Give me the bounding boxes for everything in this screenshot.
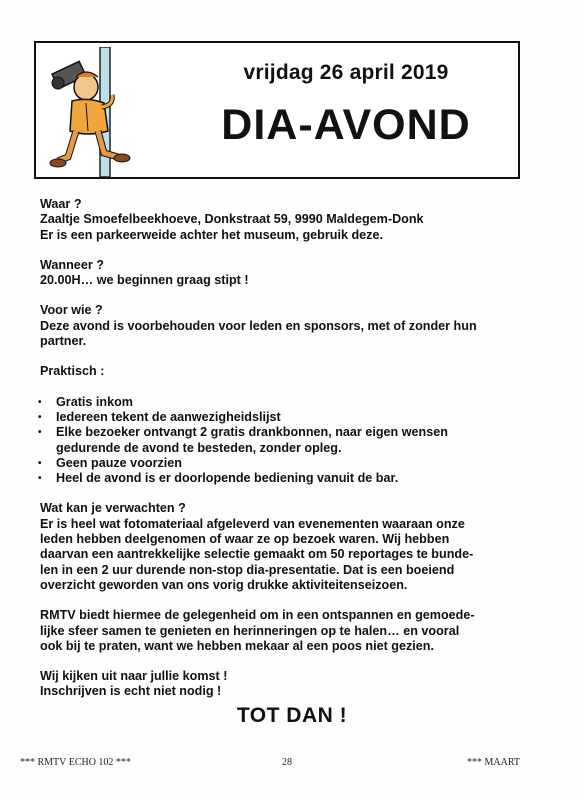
section-rmtv: [40, 608, 540, 654]
cameraman-illustration: [42, 47, 170, 177]
body-line: leden hebben deelgenomen of waar ze op bezoek waren. Wij hebben: [40, 532, 450, 547]
list-item: • Elke bezoeker ontvangt 2 gratis drankbonnen, naar eigen wensen: [40, 425, 540, 440]
body-line: Inschrijven is echt niet nodig !: [40, 684, 222, 699]
body-line: Zaaltje Smoefelbeekhoeve, Donkstraat 59, 9990 Maldegem-Donk: [40, 212, 424, 227]
section-praktisch: [40, 364, 540, 379]
article-body: [40, 197, 540, 715]
header-box: [34, 41, 520, 179]
body-line: Deze avond is voorbehouden voor leden en sponsors, met of zonder hun: [40, 318, 477, 333]
event-title: DIA-AVOND: [221, 101, 471, 149]
list-item-continuation: gedurende de avond te besteden, zonder opleg.: [56, 440, 342, 455]
section-heading: Waar ?: [40, 197, 82, 211]
body-line: partner.: [40, 334, 87, 349]
body-line: daarvan een aantrekkelijke selectie gemaakt om 50 reportages te bunde-: [40, 547, 474, 562]
body-line: Er is een parkeerweide achter het museum, gebruik deze.: [40, 227, 383, 242]
footer-left: *** RMTV ECHO 102 ***: [20, 757, 131, 768]
praktisch-list: [40, 395, 540, 487]
list-item: • Iedereen tekent de aanwezigheidslijst: [40, 410, 540, 425]
body-line: lijke sfeer samen te genieten en herinneringen op te halen… en vooral: [40, 623, 460, 638]
list-item: • Geen pauze voorzien: [40, 456, 540, 471]
section-voor-wie: [40, 303, 540, 349]
body-line: ook bij te praten, want we hebben mekaar al een poos niet gezien.: [40, 638, 434, 653]
closing-text: TOT DAN !: [236, 704, 348, 727]
list-item: • Heel de avond is er doorlopende bediening vanuit de bar.: [40, 471, 540, 486]
list-item: • Gratis inkom: [40, 395, 540, 410]
section-verwachten: [40, 501, 540, 593]
section-waar: [40, 197, 540, 243]
section-heading: Wat kan je verwachten ?: [40, 501, 186, 516]
body-line: overzicht geworden van ons vorig drukke aktiviteitenseizoen.: [40, 577, 408, 592]
section-heading: Praktisch :: [40, 364, 105, 379]
body-line: Er is heel wat fotomateriaal afgeleverd van evenementen waaraan onze: [40, 516, 465, 531]
body-line: RMTV biedt hiermee de gelegenheid om in een ontspannen en gemoede-: [40, 608, 475, 623]
section-heading: Wanneer ?: [40, 257, 104, 272]
section-wanneer: [40, 258, 540, 289]
body-line: 20.00H… we beginnen graag stipt !: [40, 273, 249, 288]
event-date: vrijdag 26 april 2019: [243, 61, 449, 84]
body-line: Wij kijken uit naar jullie komst !: [40, 669, 228, 684]
body-line: len in een 2 uur durende non-stop dia-presentatie. Dat is een boeiend: [40, 562, 455, 577]
page-number: 28: [282, 757, 292, 768]
section-komst: [40, 669, 540, 700]
section-heading: Voor wie ?: [40, 303, 103, 318]
footer-right: *** MAART: [467, 757, 521, 768]
